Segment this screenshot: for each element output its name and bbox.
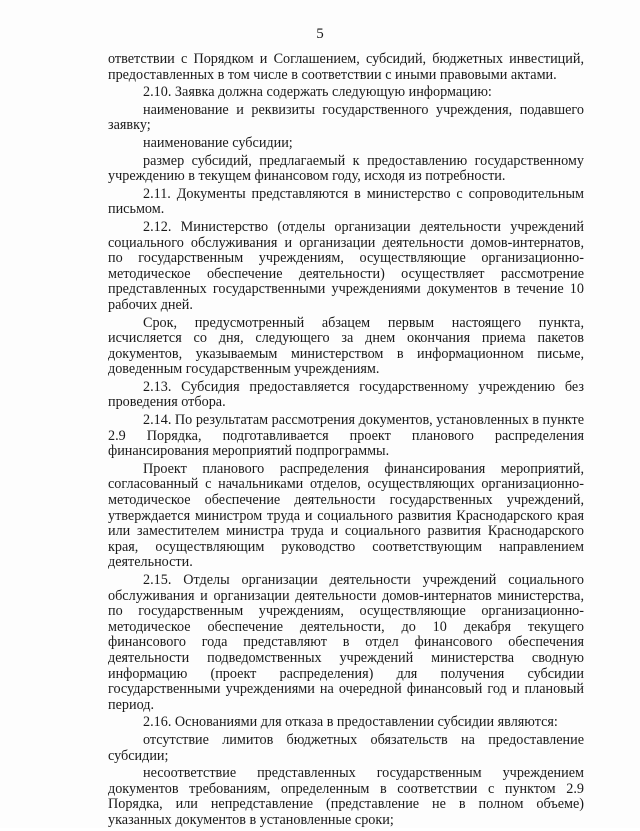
document-body: [108, 52, 584, 831]
paragraph-continuation: ответствии с Порядком и Соглашением, субсидий, бюджетных инвестиций, предоставленных в том числе в соответствии с иными правовыми актами.: [108, 51, 584, 83]
paragraph-2-11: 2.11. Документы представляются в министерство с сопроводительным письмом.: [108, 185, 584, 218]
list-item-institution-name: наименование и реквизиты государственного учреждения, подавшего заявку;: [108, 101, 584, 134]
list-item-no-limits: отсутствие лимитов бюджетных обязательств на предоставление субсидии;: [108, 731, 584, 764]
list-item-subsidy-name: наименование субсидии;: [143, 134, 293, 151]
paragraph-2-15: 2.15. Отделы организации деятельности учреждений социального обслуживания и организации деятельности домов-интернатов министерства, по государственным учреждениям, осуществляющие организационно-методическое обеспечение деятельности, до 10 декабря текущего финансового года представляют в отдел финансового обеспечения деятельности подведомственных учреждений министерства сводную информацию (проект распределения) для получения субсидии государственными учреждениями на очередной финансовый год и плановый период.: [108, 572, 584, 713]
paragraph-2-12: 2.12. Министерство (отделы организации деятельности учреждений социального обслуживания и организации деятельности домов-интернатов, по государственным учреждениям, осуществляющие организационно-методическое обеспечение деятельности) осуществляет рассмотрение представленных государственными учреждениями документов в течение 10 рабочих дней.: [108, 218, 584, 313]
paragraph-deadline: Срок, предусмотренный абзацем первым настоящего пункта, исчисляется со дня, следующего за днем окончания приема пакетов документов, указываемым министерством в информационном письме, доведенным государственным учреждениям.: [108, 314, 584, 378]
list-item-noncompliance: несоответствие представленных государственным учреждением документов требованиям, определенным в соответствии с пунктом 2.9 Порядка, или непредставление (представление не в полном объеме) указанных документов в установленные сроки;: [108, 765, 584, 828]
paragraph-2-13: 2.13. Субсидия предоставляется государственному учреждению без проведения отбора.: [108, 378, 584, 411]
list-item-subsidy-size: размер субсидий, предлагаемый к предоставлению государственному учреждению в текущем финансовом году, исходя из потребности.: [108, 152, 584, 185]
paragraph-2-14: 2.14. По результатам рассмотрения документов, установленных в пункте 2.9 Порядка, подготавливается проект планового распределения финансирования мероприятий подпрограммы.: [108, 412, 584, 460]
paragraph-draft-approval: Проект планового распределения финансирования мероприятий, согласованный с начальниками отделов, осуществляющих организационно-методическое обеспечение деятельности государственных учреждений, утверждается министром труда и социального развития Краснодарского края или заместителем министра труда и социального развития Краснодарского края, осуществляющим руководство соответствующим направлением деятельности.: [108, 460, 584, 571]
paragraph-2-10: 2.10. Заявка должна содержать следующую информацию:: [143, 84, 492, 101]
paragraph-2-16: 2.16. Основаниями для отказа в предоставлении субсидии являются:: [143, 714, 558, 731]
page-number: 5: [316, 26, 324, 42]
